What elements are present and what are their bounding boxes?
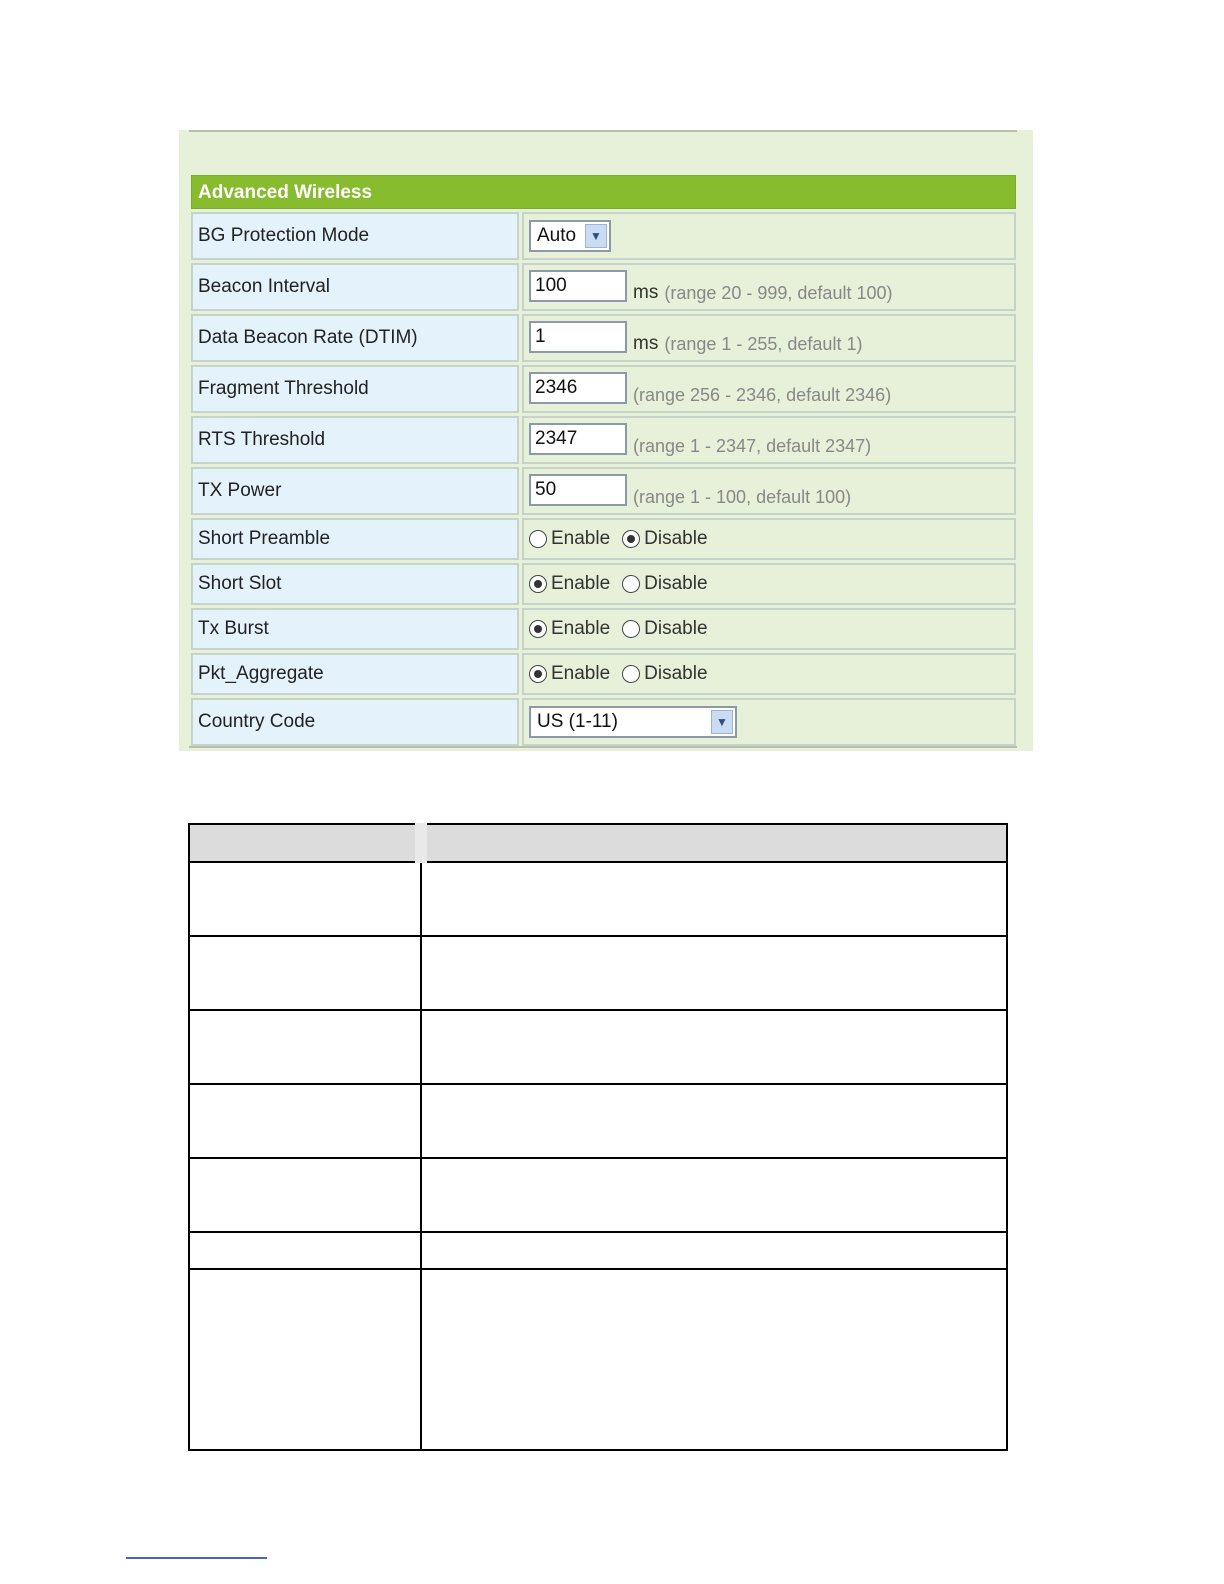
advanced-wireless-screenshot (179, 130, 1033, 751)
description-table (188, 823, 1008, 1451)
country-code-value: US (1-11) (537, 711, 618, 732)
dtim-input[interactable]: 1 (529, 321, 627, 353)
beacon-interval-label: Beacon Interval (191, 263, 519, 311)
short-slot-enable-label[interactable]: Enable (551, 573, 611, 594)
table-cell (189, 1269, 421, 1450)
pkt-aggregate-enable-radio[interactable] (529, 665, 547, 683)
short-preamble-disable-label[interactable]: Disable (644, 528, 708, 549)
tx-burst-enable-label[interactable]: Enable (551, 618, 611, 639)
advanced-wireless-panel (191, 175, 1016, 746)
table-cell (189, 1158, 421, 1232)
row-tx-burst (191, 608, 1016, 650)
row-fragment-threshold (191, 365, 1016, 413)
table-cell (189, 936, 421, 1010)
short-preamble-radios (529, 528, 720, 550)
table-cell (189, 1010, 421, 1084)
table-row (189, 1010, 1007, 1084)
footer-link-underline (126, 1557, 267, 1559)
bottom-divider (189, 746, 1017, 748)
table-row (189, 862, 1007, 936)
table-header-cell (189, 824, 421, 862)
table-cell (189, 1232, 421, 1269)
country-code-select[interactable] (529, 706, 737, 738)
short-preamble-enable-radio[interactable] (529, 530, 547, 548)
row-short-preamble (191, 518, 1016, 560)
tx-burst-disable-label[interactable]: Disable (644, 618, 708, 639)
tx-power-label: TX Power (191, 467, 519, 515)
rts-threshold-input[interactable]: 2347 (529, 423, 627, 455)
row-bg-protection (191, 212, 1016, 260)
table-row (189, 936, 1007, 1010)
chevron-down-icon[interactable]: ▼ (711, 710, 733, 734)
table-row (189, 1158, 1007, 1232)
pkt-aggregate-label: Pkt_Aggregate (191, 653, 519, 695)
panel-title: Advanced Wireless (191, 175, 1016, 209)
tx-power-input[interactable]: 50 (529, 474, 627, 506)
table-cell (189, 862, 421, 936)
table-cell (421, 1269, 1007, 1450)
chevron-down-icon[interactable]: ▼ (585, 224, 607, 248)
tx-burst-enable-radio[interactable] (529, 620, 547, 638)
dtim-hint: (range 1 - 255, default 1) (664, 334, 863, 354)
tx-burst-label: Tx Burst (191, 608, 519, 650)
short-preamble-label: Short Preamble (191, 518, 519, 560)
table-row (189, 1084, 1007, 1158)
pkt-aggregate-radios (529, 663, 720, 685)
rts-threshold-label: RTS Threshold (191, 416, 519, 464)
country-code-label: Country Code (191, 698, 519, 746)
beacon-hint: (range 20 - 999, default 100) (664, 283, 893, 303)
fragment-threshold-label: Fragment Threshold (191, 365, 519, 413)
table-cell (421, 862, 1007, 936)
table-cell (421, 1084, 1007, 1158)
table-cell (189, 1084, 421, 1158)
table-cell (421, 936, 1007, 1010)
table-cell (421, 1232, 1007, 1269)
tx-power-hint: (range 1 - 100, default 100) (633, 487, 852, 507)
tx-burst-radios (529, 618, 720, 640)
row-tx-power (191, 467, 1016, 515)
table-row (189, 1232, 1007, 1269)
short-slot-disable-label[interactable]: Disable (644, 573, 708, 594)
row-beacon-interval (191, 263, 1016, 311)
pkt-aggregate-disable-label[interactable]: Disable (644, 663, 708, 684)
bg-protection-select[interactable] (529, 220, 611, 252)
pkt-aggregate-disable-radio[interactable] (622, 665, 640, 683)
table-header-cell (421, 824, 1007, 862)
short-slot-enable-radio[interactable] (529, 575, 547, 593)
short-preamble-disable-radio[interactable] (622, 530, 640, 548)
table-cell (421, 1010, 1007, 1084)
short-slot-radios (529, 573, 720, 595)
rts-hint: (range 1 - 2347, default 2347) (633, 436, 872, 456)
top-divider (189, 130, 1017, 132)
row-dtim (191, 314, 1016, 362)
short-preamble-enable-label[interactable]: Enable (551, 528, 611, 549)
row-rts-threshold (191, 416, 1016, 464)
bg-protection-value: Auto (537, 225, 577, 246)
beacon-unit: ms (633, 282, 659, 303)
table-header-row (189, 824, 1007, 862)
dtim-label: Data Beacon Rate (DTIM) (191, 314, 519, 362)
row-pkt-aggregate (191, 653, 1016, 695)
beacon-interval-input[interactable]: 100 (529, 270, 627, 302)
bg-protection-label: BG Protection Mode (191, 212, 519, 260)
row-short-slot (191, 563, 1016, 605)
tx-burst-disable-radio[interactable] (622, 620, 640, 638)
short-slot-label: Short Slot (191, 563, 519, 605)
table-row (189, 1269, 1007, 1450)
fragment-threshold-input[interactable]: 2346 (529, 372, 627, 404)
dtim-unit: ms (633, 333, 659, 354)
table-cell (421, 1158, 1007, 1232)
short-slot-disable-radio[interactable] (622, 575, 640, 593)
row-country-code (191, 698, 1016, 746)
fragment-hint: (range 256 - 2346, default 2346) (633, 385, 892, 405)
pkt-aggregate-enable-label[interactable]: Enable (551, 663, 611, 684)
